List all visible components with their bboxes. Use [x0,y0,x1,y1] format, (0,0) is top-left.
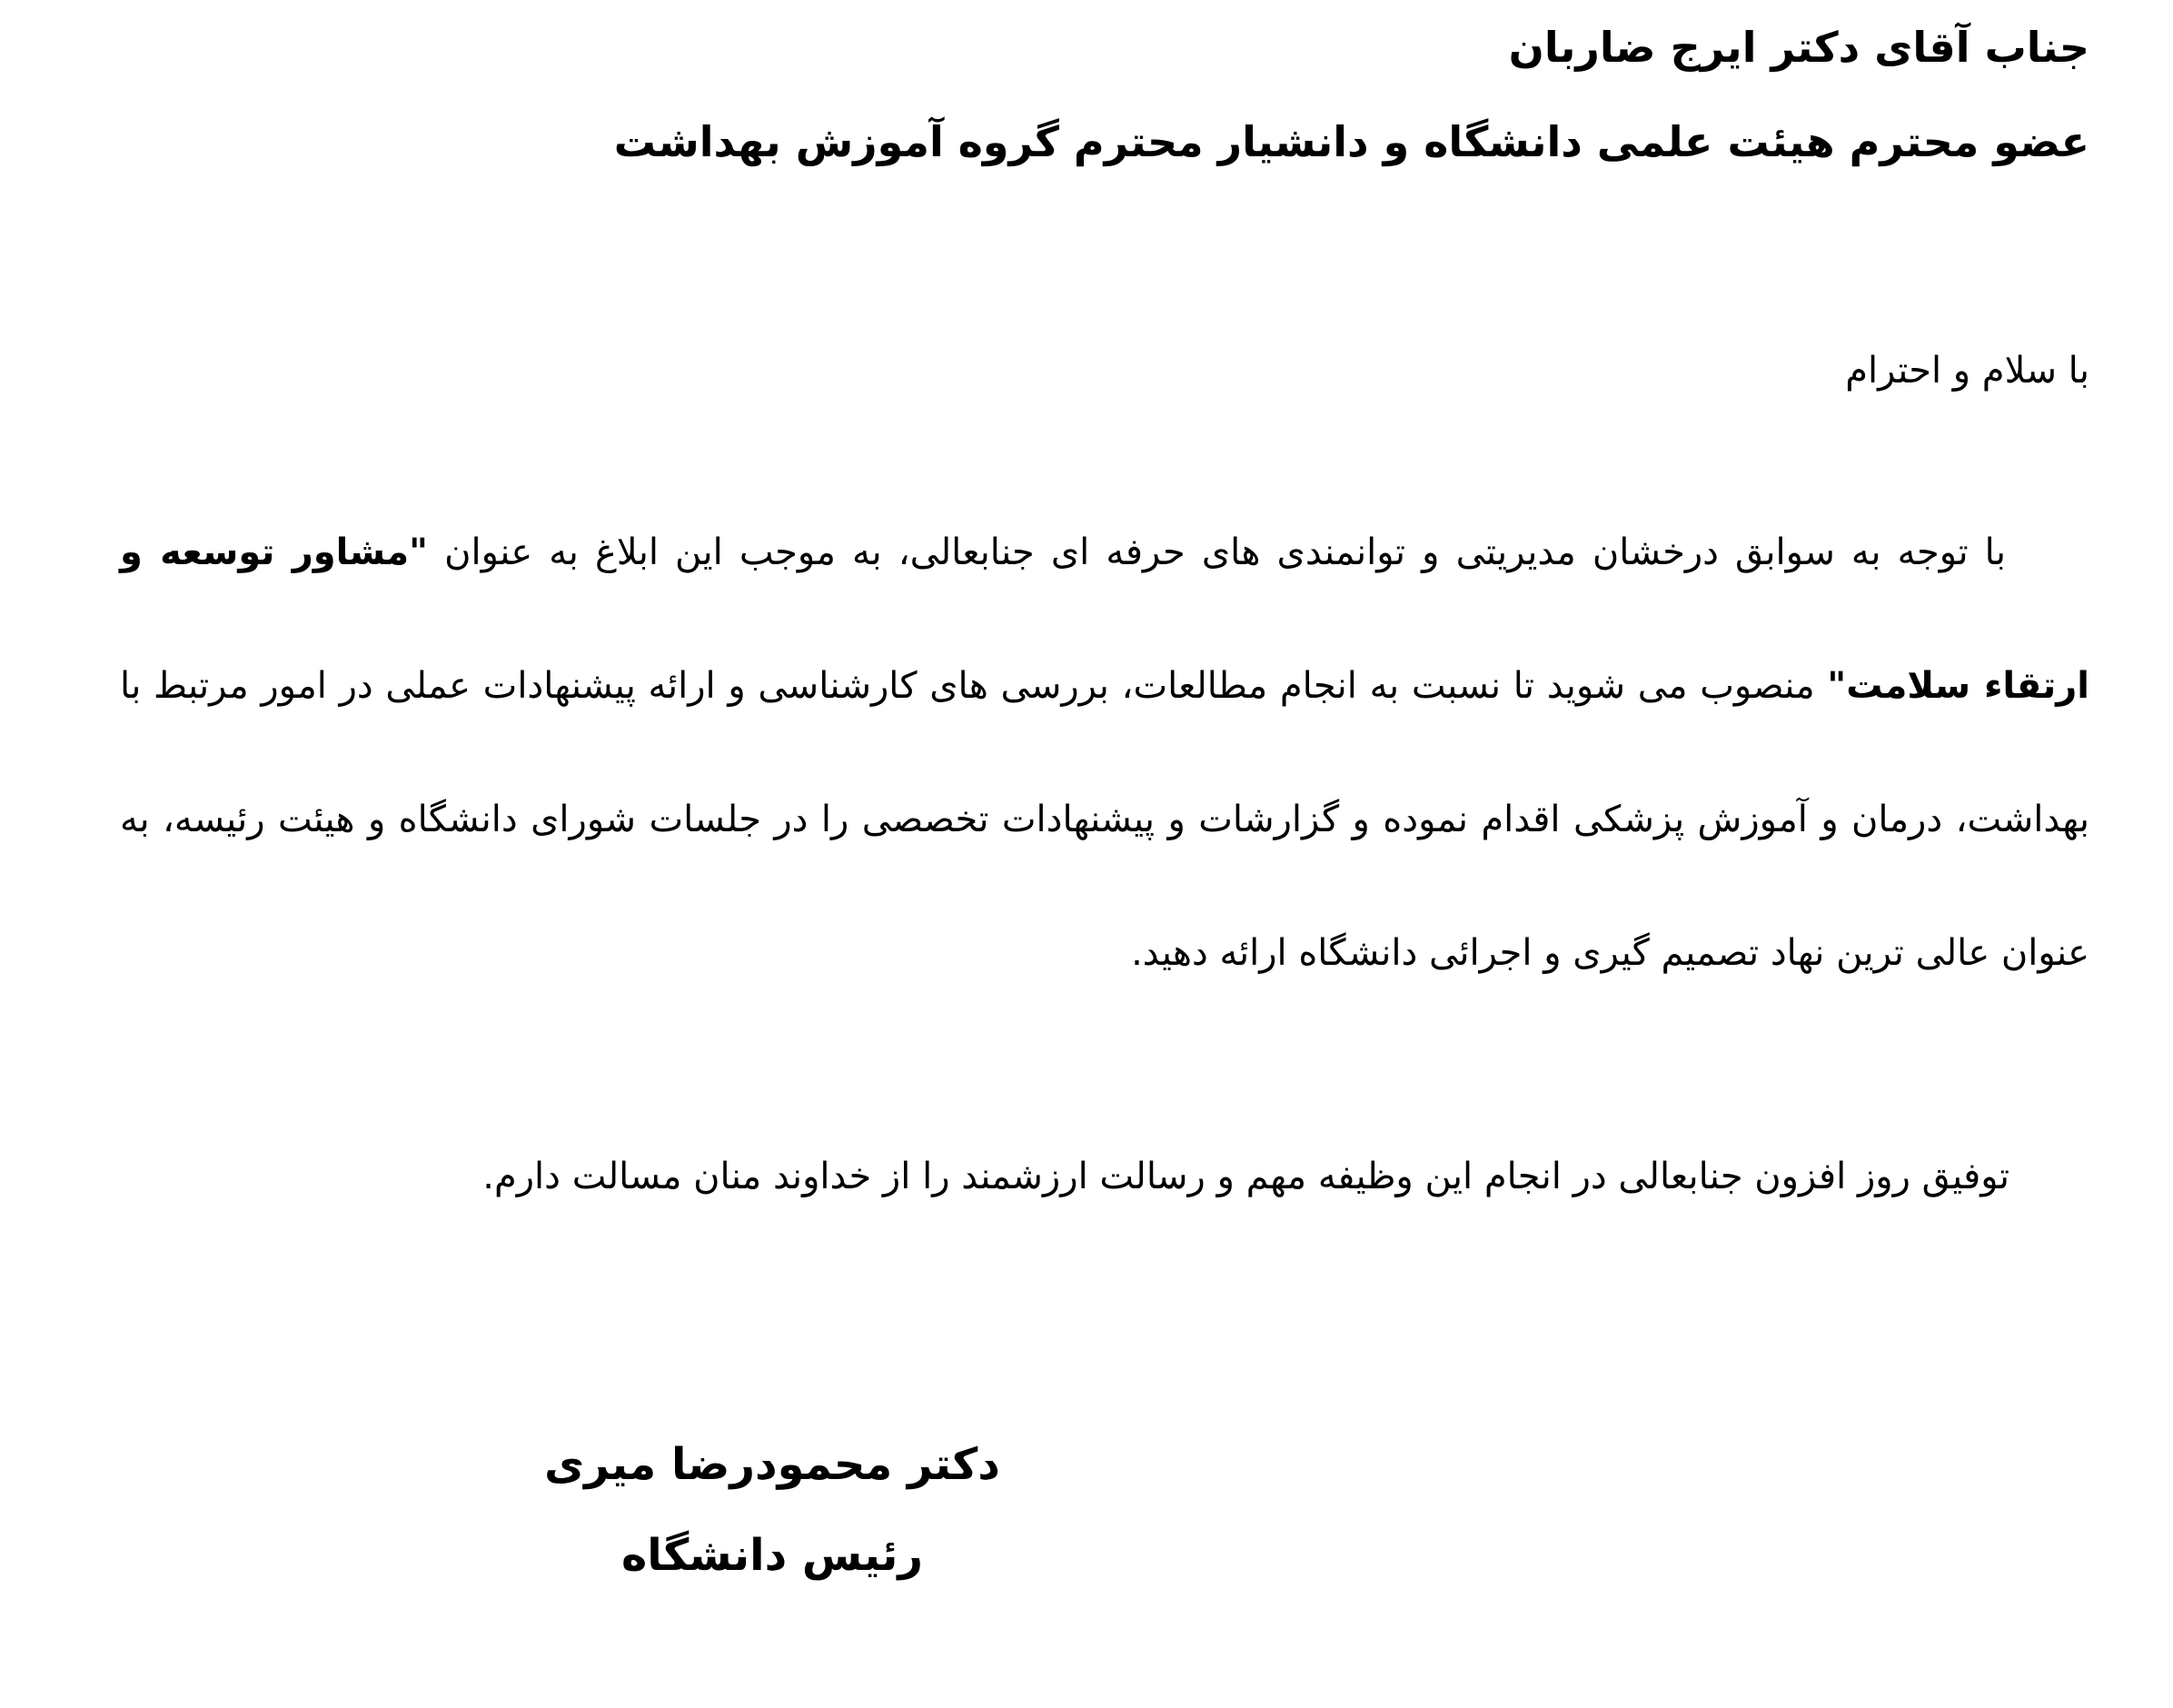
addressee-name: جناب آقای دکتر ایرج ضاربان [1508,23,2089,72]
signatory-name: دکتر محمودرضا میری [544,1439,1000,1490]
letter-body [120,486,2089,1020]
appointment-title: "مشاور توسعه و ارتقاء سلامت" [120,531,2089,707]
greeting: با سلام و احترام [1845,350,2089,392]
signatory-title: رئیس دانشگاه [620,1530,924,1581]
body-intro: با توجه به سوابق درخشان مدیریتی و توانمندی های حرفه ای جنابعالی، به موجب این ابلاغ به عنوان [444,531,2007,573]
body-rest: منصوب می شوید تا نسبت به انجام مطالعات، بررسی های کارشناسی و ارائه پیشنهادات عملی در امور مرتبط با بهداشت، درمان و آموزش پزشکی اقدام نموده و گزارشات و پیشنهادات تخصصی را در جلسات شورای دانشگاه و هیئت رئیسه، به عنوان عالی ترین نهاد تصمیم گیری و اجرائی دانشگاه ارائه دهید. [120,665,2089,974]
closing-line: توفیق روز افزون جنابعالی در انجام این وظیفه مهم و رسالت ارزشمند را از خداوند منان مسالت دارم. [482,1156,2009,1197]
addressee-title: عضو محترم هیئت علمی دانشگاه و دانشیار محترم گروه آموزش بهداشت [613,117,2089,166]
